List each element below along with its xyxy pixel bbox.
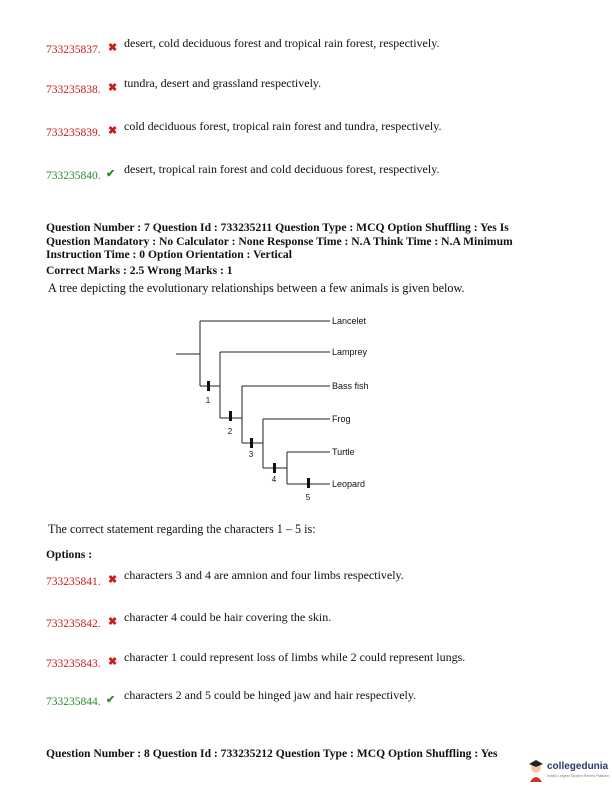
character-label: 2	[227, 427, 233, 436]
question-header-line: Question Mandatory : No Calculator : None Response Time : N.A Think Time : N.A Minimum	[46, 234, 513, 248]
graduate-avatar-icon	[527, 759, 545, 783]
option-row	[46, 688, 566, 712]
option-row	[46, 36, 566, 60]
question-header-line: Instruction Time : 0 Option Orientation : Vertical	[46, 248, 292, 261]
taxon-label: Lancelet	[332, 316, 367, 326]
check-icon: ✔	[106, 693, 116, 706]
option-id: 733235840.	[46, 170, 101, 182]
option-row	[46, 76, 566, 100]
character-mark-1	[207, 381, 210, 391]
option-text: characters 3 and 4 are amnion and four limbs respectively.	[124, 568, 404, 582]
option-id: 733235837.	[46, 44, 101, 56]
character-mark-3	[250, 438, 253, 448]
cross-icon: ✖	[108, 81, 118, 94]
option-id: 733235838.	[46, 84, 101, 96]
character-label: 3	[248, 450, 254, 459]
character-mark-4	[273, 463, 276, 473]
question-prompt: The correct statement regarding the characters 1 – 5 is:	[48, 522, 316, 536]
option-text: desert, tropical rain forest and cold deciduous forest, respectively.	[124, 162, 440, 176]
taxon-label: Leopard	[332, 479, 366, 489]
option-id: 733235843.	[46, 658, 101, 670]
question-header	[46, 747, 566, 761]
option-id: 733235844.	[46, 696, 101, 708]
option-text: tundra, desert and grassland respectively.	[124, 76, 322, 90]
marks-line: Correct Marks : 2.5 Wrong Marks : 1	[46, 264, 233, 277]
character-mark-5	[307, 478, 310, 488]
option-id: 733235839.	[46, 127, 101, 139]
brand-tagline: India's Largest Student Review Platform	[547, 774, 610, 778]
collegedunia-logo	[527, 756, 612, 786]
option-row	[46, 162, 566, 186]
question-header-line: Question Number : 7 Question Id : 733235211 Question Type : MCQ Option Shuffling : Yes Is	[46, 221, 509, 234]
cross-icon: ✖	[108, 615, 118, 628]
taxon-label: Bass fish	[332, 381, 369, 391]
cross-icon: ✖	[108, 655, 118, 668]
phylogenetic-tree-diagram	[170, 306, 400, 506]
cross-icon: ✖	[108, 124, 118, 137]
question-stem: A tree depicting the evolutionary relationships between a few animals is given below.	[48, 281, 465, 295]
option-row	[46, 119, 566, 143]
question-header-line: Question Number : 8 Question Id : 733235212 Question Type : MCQ Option Shuffling : Yes	[46, 747, 498, 760]
taxon-label: Turtle	[332, 447, 355, 457]
option-row	[46, 610, 566, 634]
taxon-label: Frog	[332, 414, 351, 424]
brand-name: collegedunia	[547, 761, 609, 772]
cross-icon: ✖	[108, 573, 118, 586]
option-row	[46, 650, 566, 674]
option-text: character 1 could represent loss of limbs while 2 could represent lungs.	[124, 650, 466, 664]
cross-icon: ✖	[108, 41, 118, 54]
character-mark-2	[229, 411, 232, 421]
option-text: character 4 could be hair covering the skin.	[124, 610, 332, 624]
option-text: cold deciduous forest, tropical rain forest and tundra, respectively.	[124, 119, 442, 133]
character-label: 4	[271, 475, 277, 484]
option-row	[46, 568, 566, 592]
option-id: 733235842.	[46, 618, 101, 630]
character-label: 1	[205, 396, 211, 405]
option-text: characters 2 and 5 could be hinged jaw and hair respectively.	[124, 688, 417, 702]
option-id: 733235841.	[46, 576, 101, 588]
option-text: desert, cold deciduous forest and tropical rain forest, respectively.	[124, 36, 440, 50]
taxon-label: Lamprey	[332, 347, 368, 357]
options-label: Options :	[46, 548, 93, 561]
question-header	[46, 221, 566, 262]
check-icon: ✔	[106, 167, 116, 180]
character-label: 5	[305, 493, 311, 502]
